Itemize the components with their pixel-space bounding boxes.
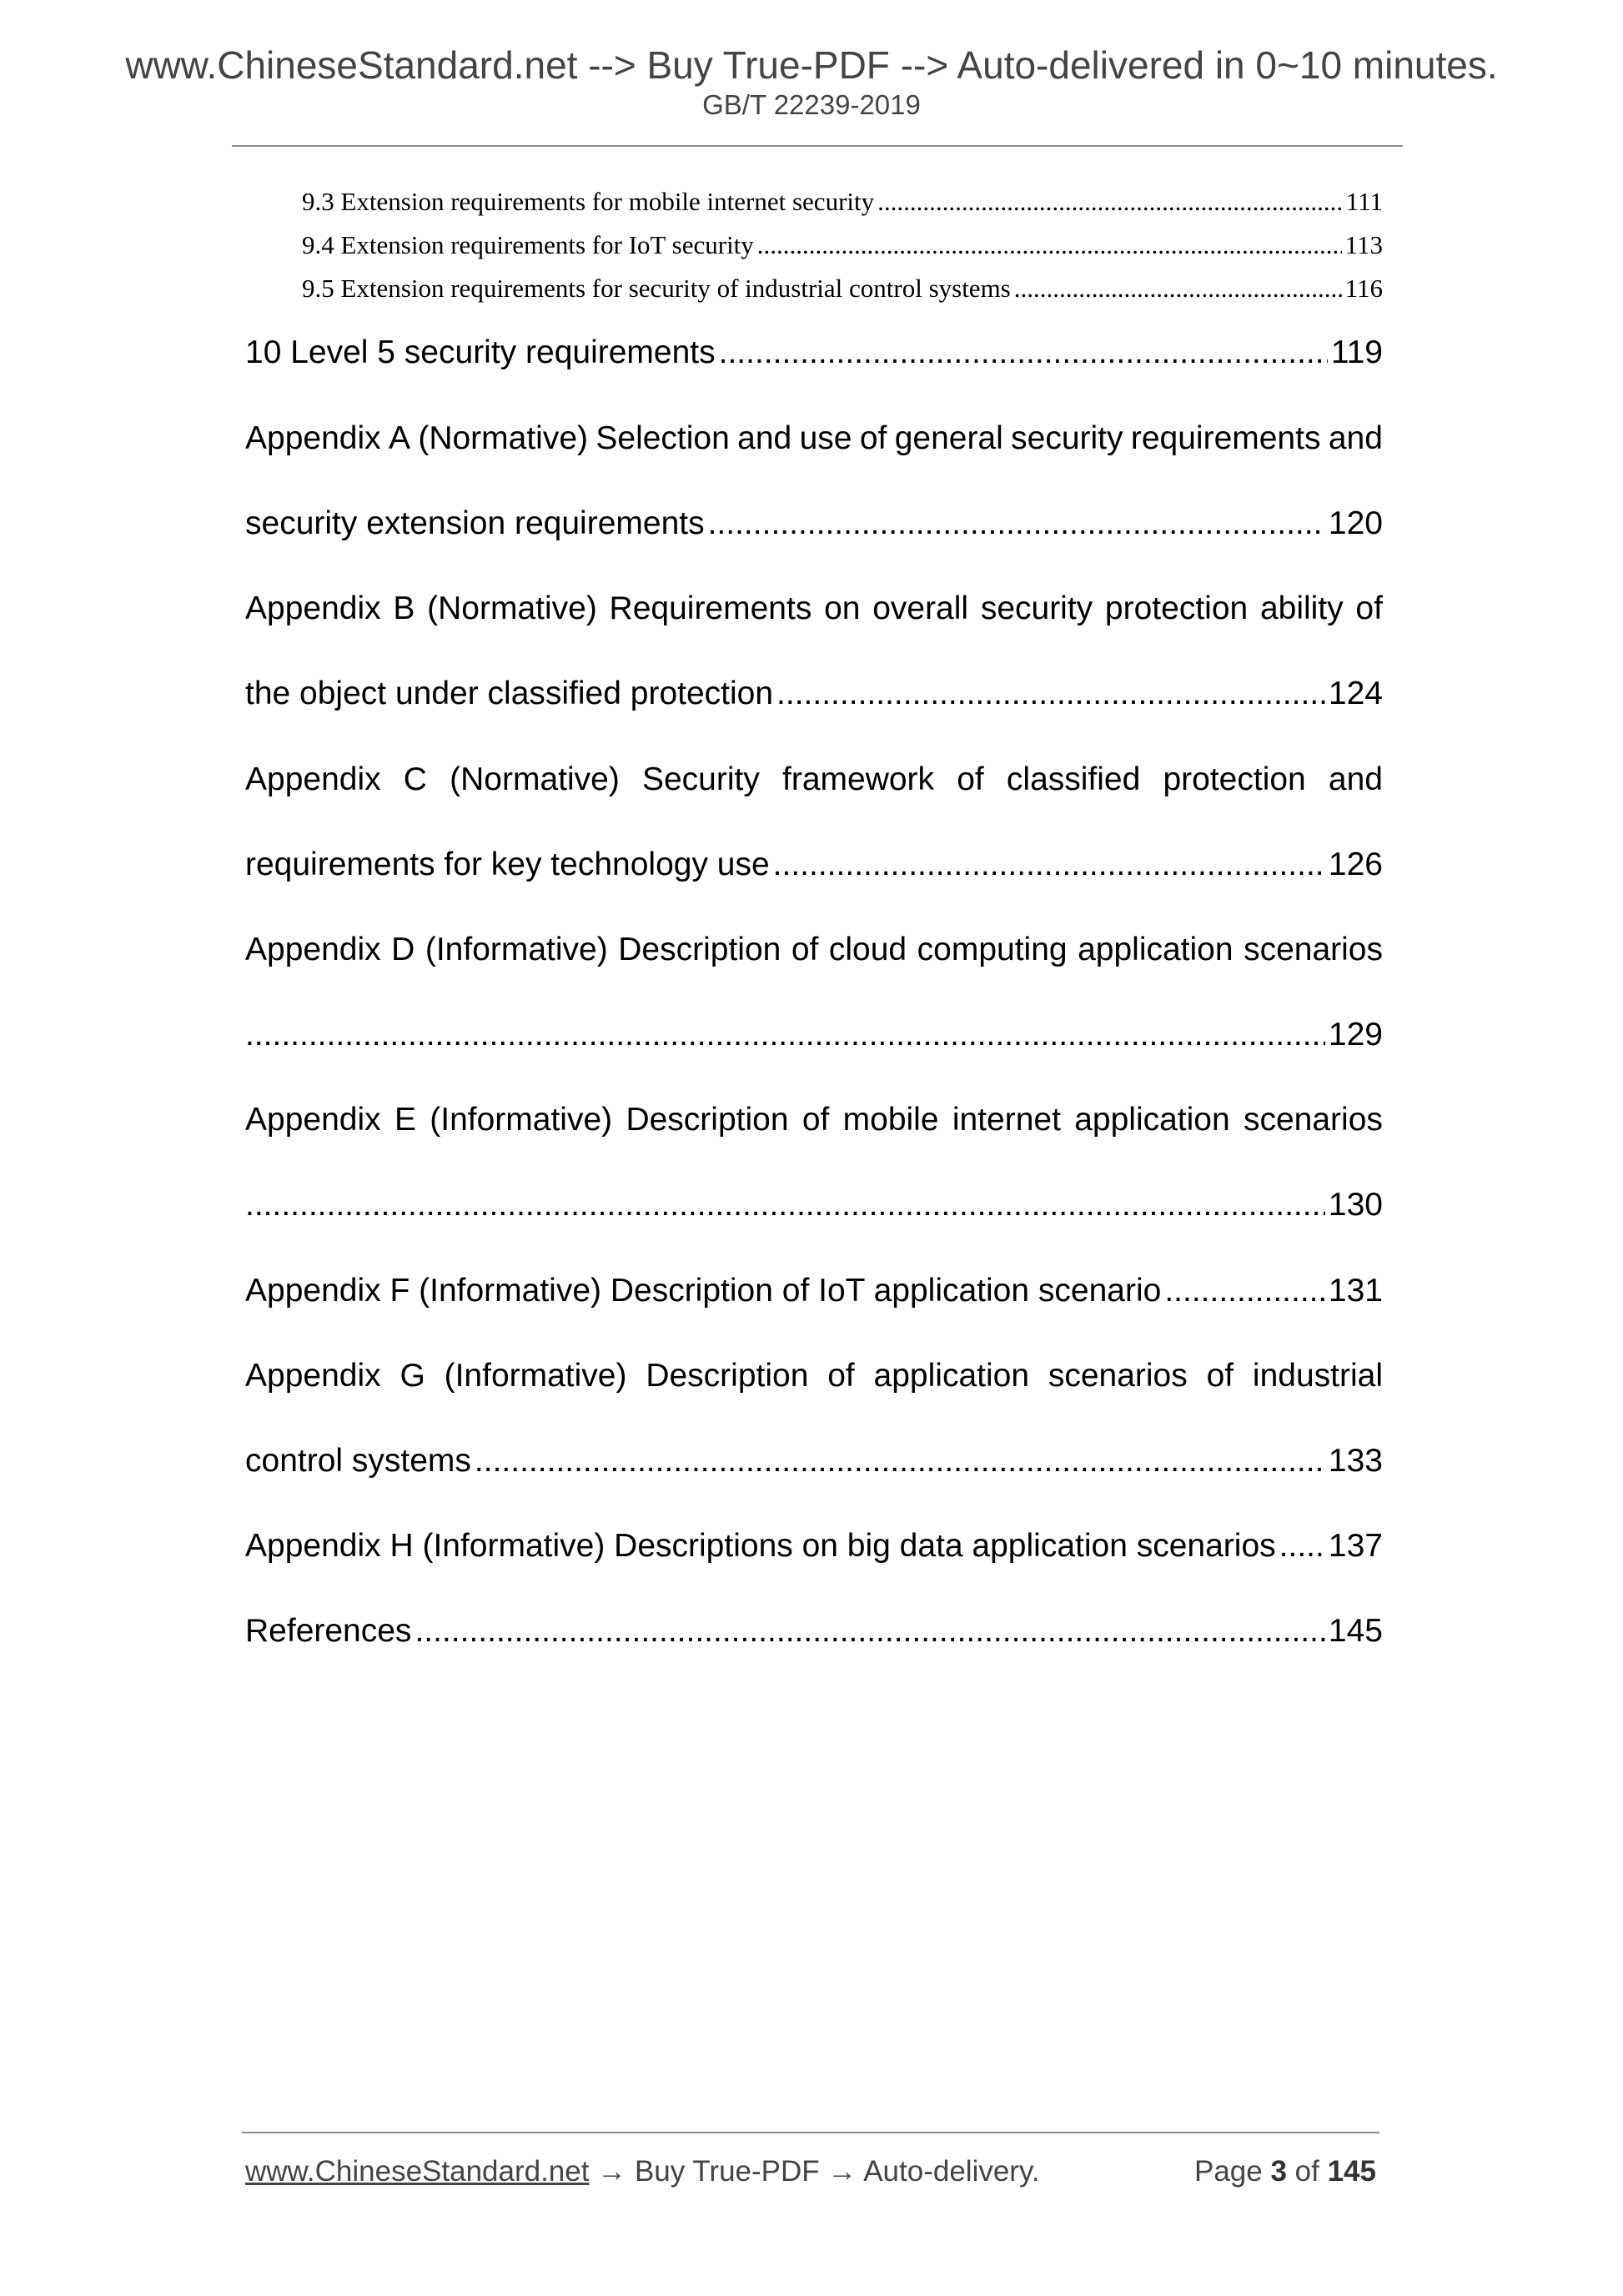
toc-word: of [957,761,984,797]
toc-appendix-e-line1[interactable] [245,1099,1383,1141]
toc-word: Appendix [245,1358,381,1394]
toc-word: classified [1006,761,1141,797]
toc-word: Appendix [245,1102,381,1138]
toc-word: (Normative) [450,761,620,797]
toc-leader-dots [475,1440,1325,1482]
toc-appendix-g-line1[interactable] [245,1355,1383,1397]
footer-rule [242,2132,1379,2133]
toc-word: scenarios [1244,932,1383,967]
toc-leader-dots [708,503,1325,545]
footer [245,2153,1376,2190]
header-banner: www.ChineseStandard.net --> Buy True-PDF --> Auto-delivered in 0~10 minutes. [125,43,1498,87]
toc-word: (Normative) [418,420,589,456]
toc-entry-page: 129 [1328,1017,1383,1053]
toc-leader-dots [245,1014,1325,1056]
toc-word: and [1328,420,1383,456]
toc-entry-page: 133 [1328,1443,1383,1479]
toc-word: (Informative) [430,1102,613,1138]
toc-word: industrial [1252,1358,1383,1394]
arrow-right-icon: → [827,2155,857,2188]
toc-leader-dots [877,185,1343,219]
toc-entry-text: security extension requirements [245,505,705,541]
toc-entry-page: 111 [1345,187,1383,216]
toc-word: Appendix [245,761,381,797]
toc-leader-dots [719,332,1328,374]
toc-word: of [791,932,819,967]
toc-word: protection [1104,590,1249,626]
toc-word: (Informative) [425,932,608,967]
toc-entry-appendix-e[interactable] [245,1184,1383,1226]
toc-word: framework [782,761,935,797]
arrow-right-icon: → [597,2155,627,2188]
toc-word: protection [1163,761,1306,797]
toc-word: computing [917,932,1068,967]
toc-entry-text: the object under classified protection [245,676,774,711]
toc-leader-dots [776,673,1325,715]
toc-entry-page: 113 [1344,230,1383,259]
toc-entry-level5[interactable] [245,332,1383,374]
toc-appendix-a-line1[interactable] [245,418,1383,460]
toc-entry-appendix-d[interactable] [245,1014,1383,1056]
toc-word: G [399,1358,425,1394]
toc-word: Appendix [245,590,381,626]
toc-leader-dots [415,1610,1324,1652]
toc-word: Description [618,932,781,967]
footer-site-link[interactable]: www.ChineseStandard.net [245,2155,590,2188]
toc-entry-text: control systems [245,1443,471,1479]
page-label: Page [1193,2155,1263,2188]
footer-page-indicator [1194,2153,1376,2190]
page-total: 145 [1327,2155,1376,2188]
toc-leader-dots [773,844,1325,886]
toc-word: internet [952,1102,1061,1138]
toc-entry-text: 10 Level 5 security requirements [245,334,716,370]
toc-entry-page: 145 [1328,1613,1383,1649]
toc-entry-page: 137 [1328,1528,1383,1564]
toc-word: Appendix [245,420,381,456]
toc-word: Security [641,761,760,797]
toc-entry-text: Appendix H (Informative) Descriptions on big data application scenarios [245,1528,1276,1564]
header-doc-id: GB/T 22239-2019 [702,89,921,120]
toc-entry-appendix-h[interactable] [245,1525,1383,1567]
toc-entry-page: 124 [1328,676,1383,711]
toc-word: ability [1259,590,1344,626]
toc-appendix-b-line1[interactable] [245,588,1383,630]
toc-leader-dots [1014,272,1342,305]
toc-word: use [799,420,852,456]
toc-word: Description [646,1358,809,1394]
toc-leader-dots [1164,1270,1325,1312]
footer-buy-text: Buy True-PDF [634,2155,820,2188]
footer-delivery-text: Auto-delivery. [863,2155,1040,2188]
header-rule [232,145,1403,147]
toc-entry-text: 9.4 Extension requirements for IoT security [302,230,754,259]
footer-promo [245,2153,1040,2190]
toc-word: Appendix [245,932,381,967]
toc-entry-page: 130 [1328,1187,1383,1223]
toc-word: of [1206,1358,1234,1394]
toc-leader-dots [757,229,1342,262]
toc-word: E [394,1102,416,1138]
toc-entry-text: requirements for key technology use [245,847,770,882]
toc-leader-dots [1279,1525,1325,1567]
toc-entry-page: 119 [1330,334,1383,370]
toc-entry-text: 9.3 Extension requirements for mobile internet security [302,187,875,216]
toc-word: scenarios [1243,1102,1383,1138]
toc-word: Selection [595,420,730,456]
toc-word: scenarios [1048,1358,1188,1394]
toc-word: application [873,1358,1030,1394]
toc-word: B [393,590,415,626]
toc-word: cloud [828,932,907,967]
toc-word: of [801,1102,830,1138]
toc-entry-9-4[interactable] [302,229,1383,262]
toc-word: of [1355,590,1383,626]
toc-word: of [827,1358,855,1394]
toc-entry-page: 120 [1328,505,1383,541]
toc-word: Requirements [609,590,812,626]
toc-entry-text: 9.5 Extension requirements for security of industrial control systems [302,274,1011,303]
toc-word: and [1328,761,1383,797]
toc-entry-appendix-f[interactable] [245,1270,1383,1312]
toc-word: requirements [1130,420,1321,456]
toc-word: overall [872,590,969,626]
toc-word: (Informative) [444,1358,627,1394]
toc-word: general [894,420,1003,456]
toc-entry-9-3[interactable] [302,185,1383,219]
toc-entry-appendix-b[interactable] [245,673,1383,715]
toc-entry-references[interactable] [245,1610,1383,1652]
toc-entry-page: 131 [1328,1273,1383,1309]
toc-entry-page: 116 [1344,274,1383,303]
toc-entry-appendix-a[interactable] [245,503,1383,545]
toc-entry-text: References [245,1613,412,1649]
toc-entry-appendix-c[interactable] [245,844,1383,886]
toc-leader-dots [245,1184,1325,1226]
toc-word: security [980,590,1093,626]
toc-word: and [737,420,792,456]
toc-word: A [388,420,410,456]
page-of: of [1294,2155,1319,2188]
toc-entry-text: Appendix F (Informative) Description of IoT application scenario [245,1273,1162,1309]
toc-word: C [403,761,427,797]
toc-entry-appendix-g[interactable] [245,1440,1383,1482]
toc-word: of [859,420,887,456]
page-current: 3 [1270,2155,1287,2188]
toc-word: Description [626,1102,789,1138]
toc-word: mobile [842,1102,939,1138]
toc-entry-9-5[interactable] [302,272,1383,305]
toc-word: application [1078,932,1234,967]
toc-appendix-c-line1[interactable] [245,759,1383,801]
toc-word: (Normative) [427,590,597,626]
toc-entry-page: 126 [1328,847,1383,882]
toc-word: D [391,932,415,967]
toc-word: security [1011,420,1123,456]
toc-word: on [824,590,861,626]
toc-appendix-d-line1[interactable] [245,929,1383,971]
toc-word: application [1074,1102,1230,1138]
